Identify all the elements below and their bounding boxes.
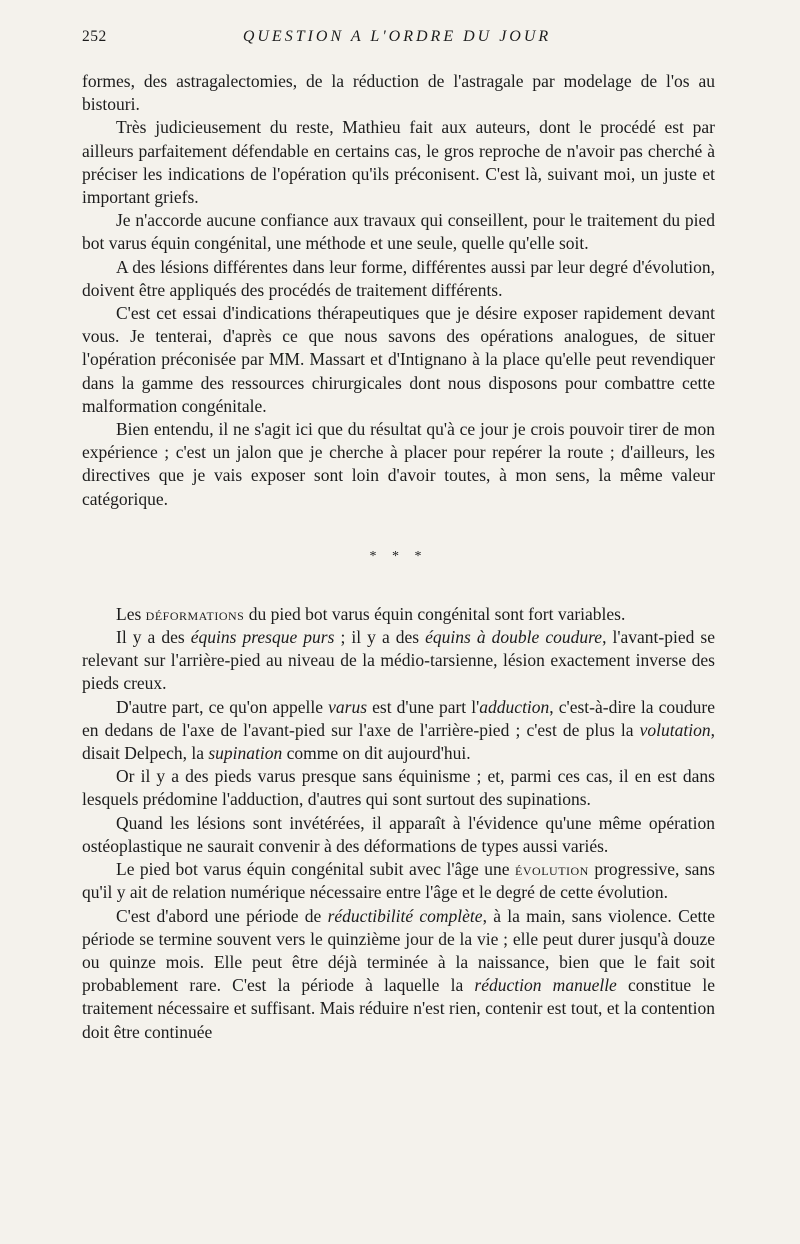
text-run: , à la main, sans violence. Cette période se termine souvent vers le quinzième jour de la vie ; elle peut durer jusqu'à douze ou quinze mois. Elle peut être déjà terminée à la naissance, bien que le fait soit probablement rare. C'est la période à laquelle la	[82, 905, 715, 996]
text-run: , c'est-à-dire la coudure en dedans de l'axe de l'avant-pied sur l'axe de l'arrière-pied ; c'est de plus la	[82, 696, 715, 740]
text-run: Le pied bot varus équin congénital subit avec l'âge une	[116, 859, 516, 880]
paragraph: A des lésions différentes dans leur forme, différentes aussi par leur degré d'évolution, doivent être appliqués des procédés de traitement différents.	[82, 256, 715, 300]
italic-term: adduction	[479, 696, 550, 717]
paragraph: Or il y a des pieds varus presque sans équinisme ; et, parmi ces cas, il en est dans lesquels prédomine l'adduction, d'autres qui sont surtout des supinations.	[82, 766, 715, 810]
text-run: Les	[116, 603, 146, 624]
paragraph	[82, 696, 715, 766]
paragraph: Très judicieusement du reste, Mathieu fait aux auteurs, dont le procédé est par ailleurs parfaitement défendable en certains cas, le gros reproche de n'avoir pas cherché à préciser les indications de l'opération qu'ils préconisent. C'est là, suivant moi, un juste et important griefs.	[82, 117, 715, 208]
italic-term: équins à double coudure	[425, 627, 603, 648]
text-run: D'autre part, ce qu'on appelle	[116, 696, 329, 717]
text-run: comme on dit aujourd'hui.	[282, 743, 471, 764]
italic-term: supination	[208, 743, 283, 764]
text-run: progressive, sans qu'il y ait de relation numérique nécessaire entre l'âge et le degré de cette évolution.	[82, 859, 715, 903]
paragraph: Bien entendu, il ne s'agit ici que du résultat qu'à ce jour je crois pouvoir tirer de mon expérience ; c'est un jalon que je cherche à placer pour repérer la route ; d'ailleurs, les directives que je vais exposer sont loin d'avoir toutes, à mon sens, la même valeur catégorique.	[82, 419, 715, 509]
page-number: 252	[82, 28, 107, 45]
page-header	[82, 28, 712, 52]
section-asterism: * * *	[369, 548, 428, 564]
text-run: , l'avant-pied se relevant sur l'arrière-pied au niveau de la médio-tarsienne, lésion exactement inverse des pieds creux.	[82, 627, 715, 694]
page-body	[82, 70, 715, 1044]
text-run: ; il y a des	[334, 627, 426, 648]
small-caps-term: déformations	[145, 603, 245, 624]
italic-term: équins presque purs	[190, 627, 335, 648]
paragraph	[82, 905, 715, 1044]
paragraph: Je n'accorde aucune confiance aux travaux qui conseillent, pour le traitement du pied bot varus équin congénital, une méthode et une seule, quelle qu'elle soit.	[82, 210, 715, 254]
text-run: du pied bot varus équin congénital sont fort variables.	[244, 603, 626, 624]
small-caps-term: évolution	[515, 859, 589, 880]
paragraph	[82, 626, 715, 696]
paragraph: formes, des astragalectomies, de la réduction de l'astragale par modelage de l'os au bistouri.	[82, 71, 715, 115]
text-run: , disait Delpech, la	[82, 719, 715, 764]
text-run: C'est d'abord une période de	[116, 905, 328, 926]
paragraph: C'est cet essai d'indications thérapeutiques que je désire exposer rapidement devant vous. Je tenterai, d'après ce que nous savons des opérations analogues, de situer l'opération préconisée par MM. Massart et d'Intignano à la place qu'elle peut revendiquer dans la gamme des ressources chirurgicales dont nous disposons pour combattre cette malformation congénitale.	[82, 303, 715, 416]
italic-term: varus	[328, 696, 368, 717]
running-title: QUESTION A L'ORDRE DU JOUR	[242, 28, 552, 45]
paragraph	[82, 858, 715, 904]
text-run: Il y a des	[116, 627, 191, 648]
paragraph	[82, 603, 715, 626]
italic-term: réduction manuelle	[474, 975, 617, 996]
text-run: constitue le traitement nécessaire et suffisant. Mais réduire n'est rien, contenir est tout, et la contention doit être continuée	[82, 975, 716, 1042]
italic-term: volutation	[639, 719, 711, 740]
paragraph: Quand les lésions sont invétérées, il apparaît à l'évidence qu'une même opération ostéoplastique ne saurait convenir à des déformations de types aussi variés.	[82, 812, 715, 856]
italic-term: réductibilité complète	[327, 905, 483, 926]
text-run: est d'une part l'	[367, 696, 480, 717]
